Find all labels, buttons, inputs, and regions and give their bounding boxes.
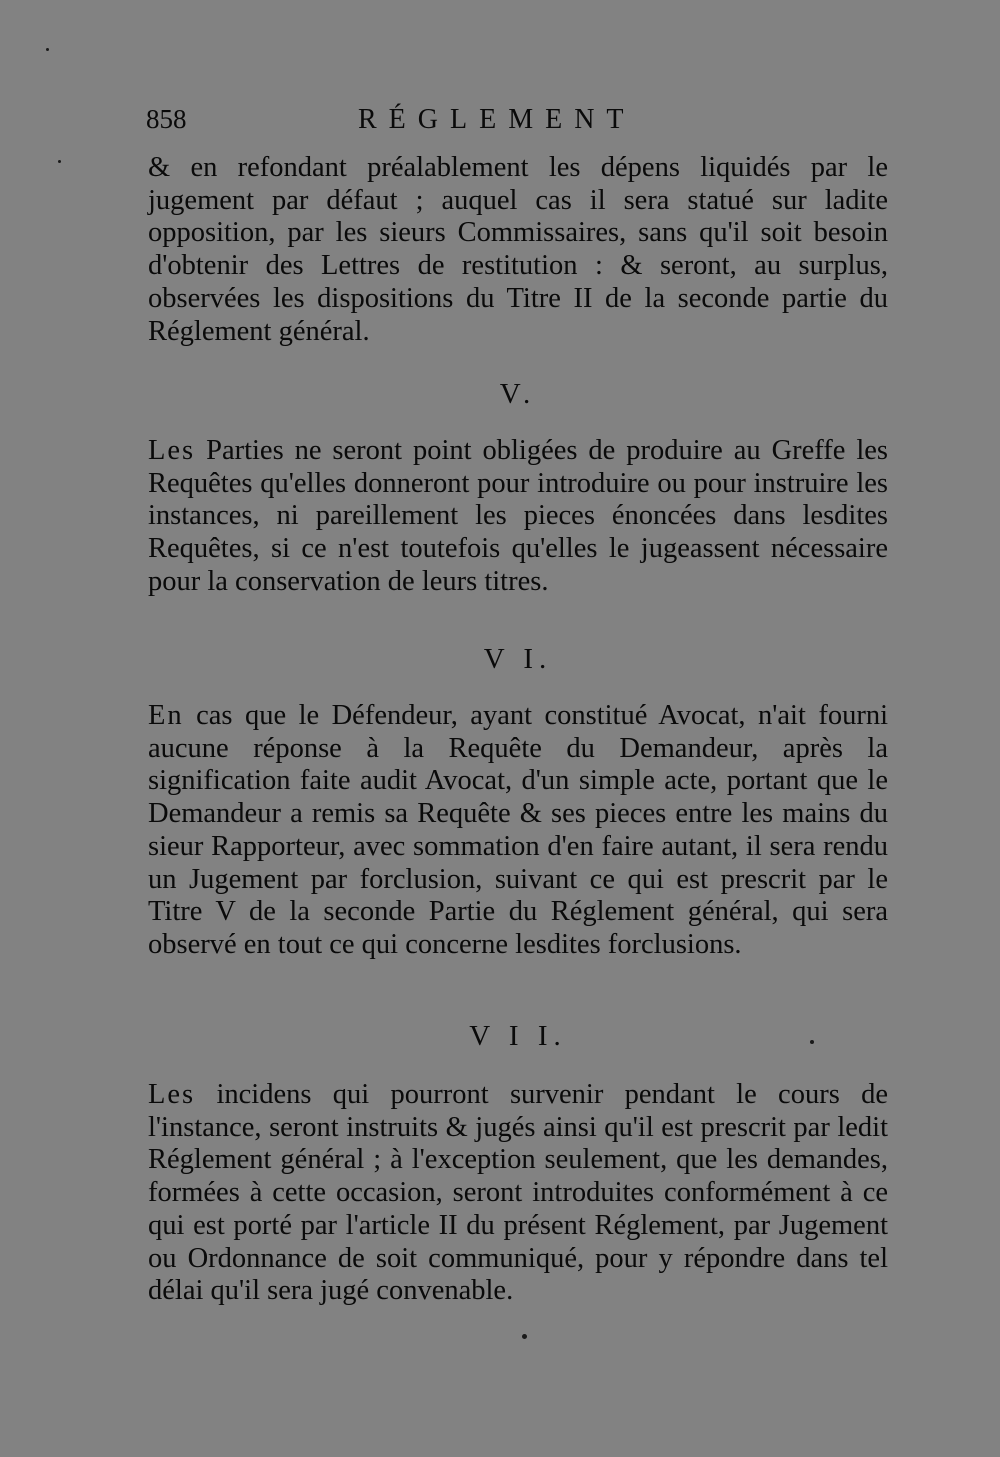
article-lead-word: Les xyxy=(148,1079,196,1110)
article-heading-v: V. xyxy=(499,378,537,410)
page-number: 858 xyxy=(146,104,187,134)
article-paragraph-vi xyxy=(148,700,888,962)
running-title: RÉGLEMENT xyxy=(358,104,636,135)
article-lead-word: En xyxy=(148,700,184,731)
article-paragraph-vii xyxy=(148,1079,888,1308)
article-paragraph-v xyxy=(148,435,888,599)
article-body-text: cas que le Défendeur, ayant constitué Avocat, n'ait fourni aucune réponse à la Requête du Demandeur, après la signification faite audit Avocat, d'un simple acte, portant que le Demandeur a remis sa Requête & ses pieces entre les mains du sieur Rapporteur, avec sommation d'en faire autant, il sera rendu un Jugement par forclusion, suivant ce qui est prescrit par le Titre V de la seconde Partie du Réglement général, qui sera observé en tout ce qui concerne lesdites forclusions. xyxy=(148,700,888,960)
scan-speck xyxy=(810,1040,814,1044)
article-lead-word: Les xyxy=(148,435,196,466)
article-heading-vii: V I I. xyxy=(469,1020,567,1052)
scan-speck xyxy=(522,1334,527,1339)
scan-speck xyxy=(58,160,61,163)
article-body-text: Parties ne seront point obligées de produire au Greffe les Requêtes qu'elles donneront pour introduire ou pour instruire les instances, ni pareillement les pieces énoncées dans lesdites Requêtes, si ce n'est toutefois qu'elles le jugeassent nécessaire pour la conservation de leurs titres. xyxy=(148,435,888,597)
scan-speck xyxy=(46,48,49,51)
article-heading-vi: V I. xyxy=(483,643,553,675)
article-body-text: incidens qui pourront survenir pendant le cours de l'instance, seront instruits & jugés ainsi qu'il est prescrit par ledit Réglement général ; à l'exception seulement, que les demandes, formées à cette occasion, seront introduites conformément à ce qui est porté par l'article II du présent Réglement, par Jugement ou Ordonnance de soit communiqué, pour y répondre dans tel délai qu'il sera jugé convenable. xyxy=(148,1079,888,1307)
continuation-paragraph: & en refondant préalablement les dépens liquidés par le jugement par défaut ; auquel cas il sera statué sur ladite opposition, par les sieurs Commissaires, sans qu'il soit besoin d'obtenir des Lettres de restitution : & seront, au surplus, observées les dispositions du Titre II de la seconde partie du Réglement général. xyxy=(148,152,888,347)
page-header xyxy=(146,104,888,144)
